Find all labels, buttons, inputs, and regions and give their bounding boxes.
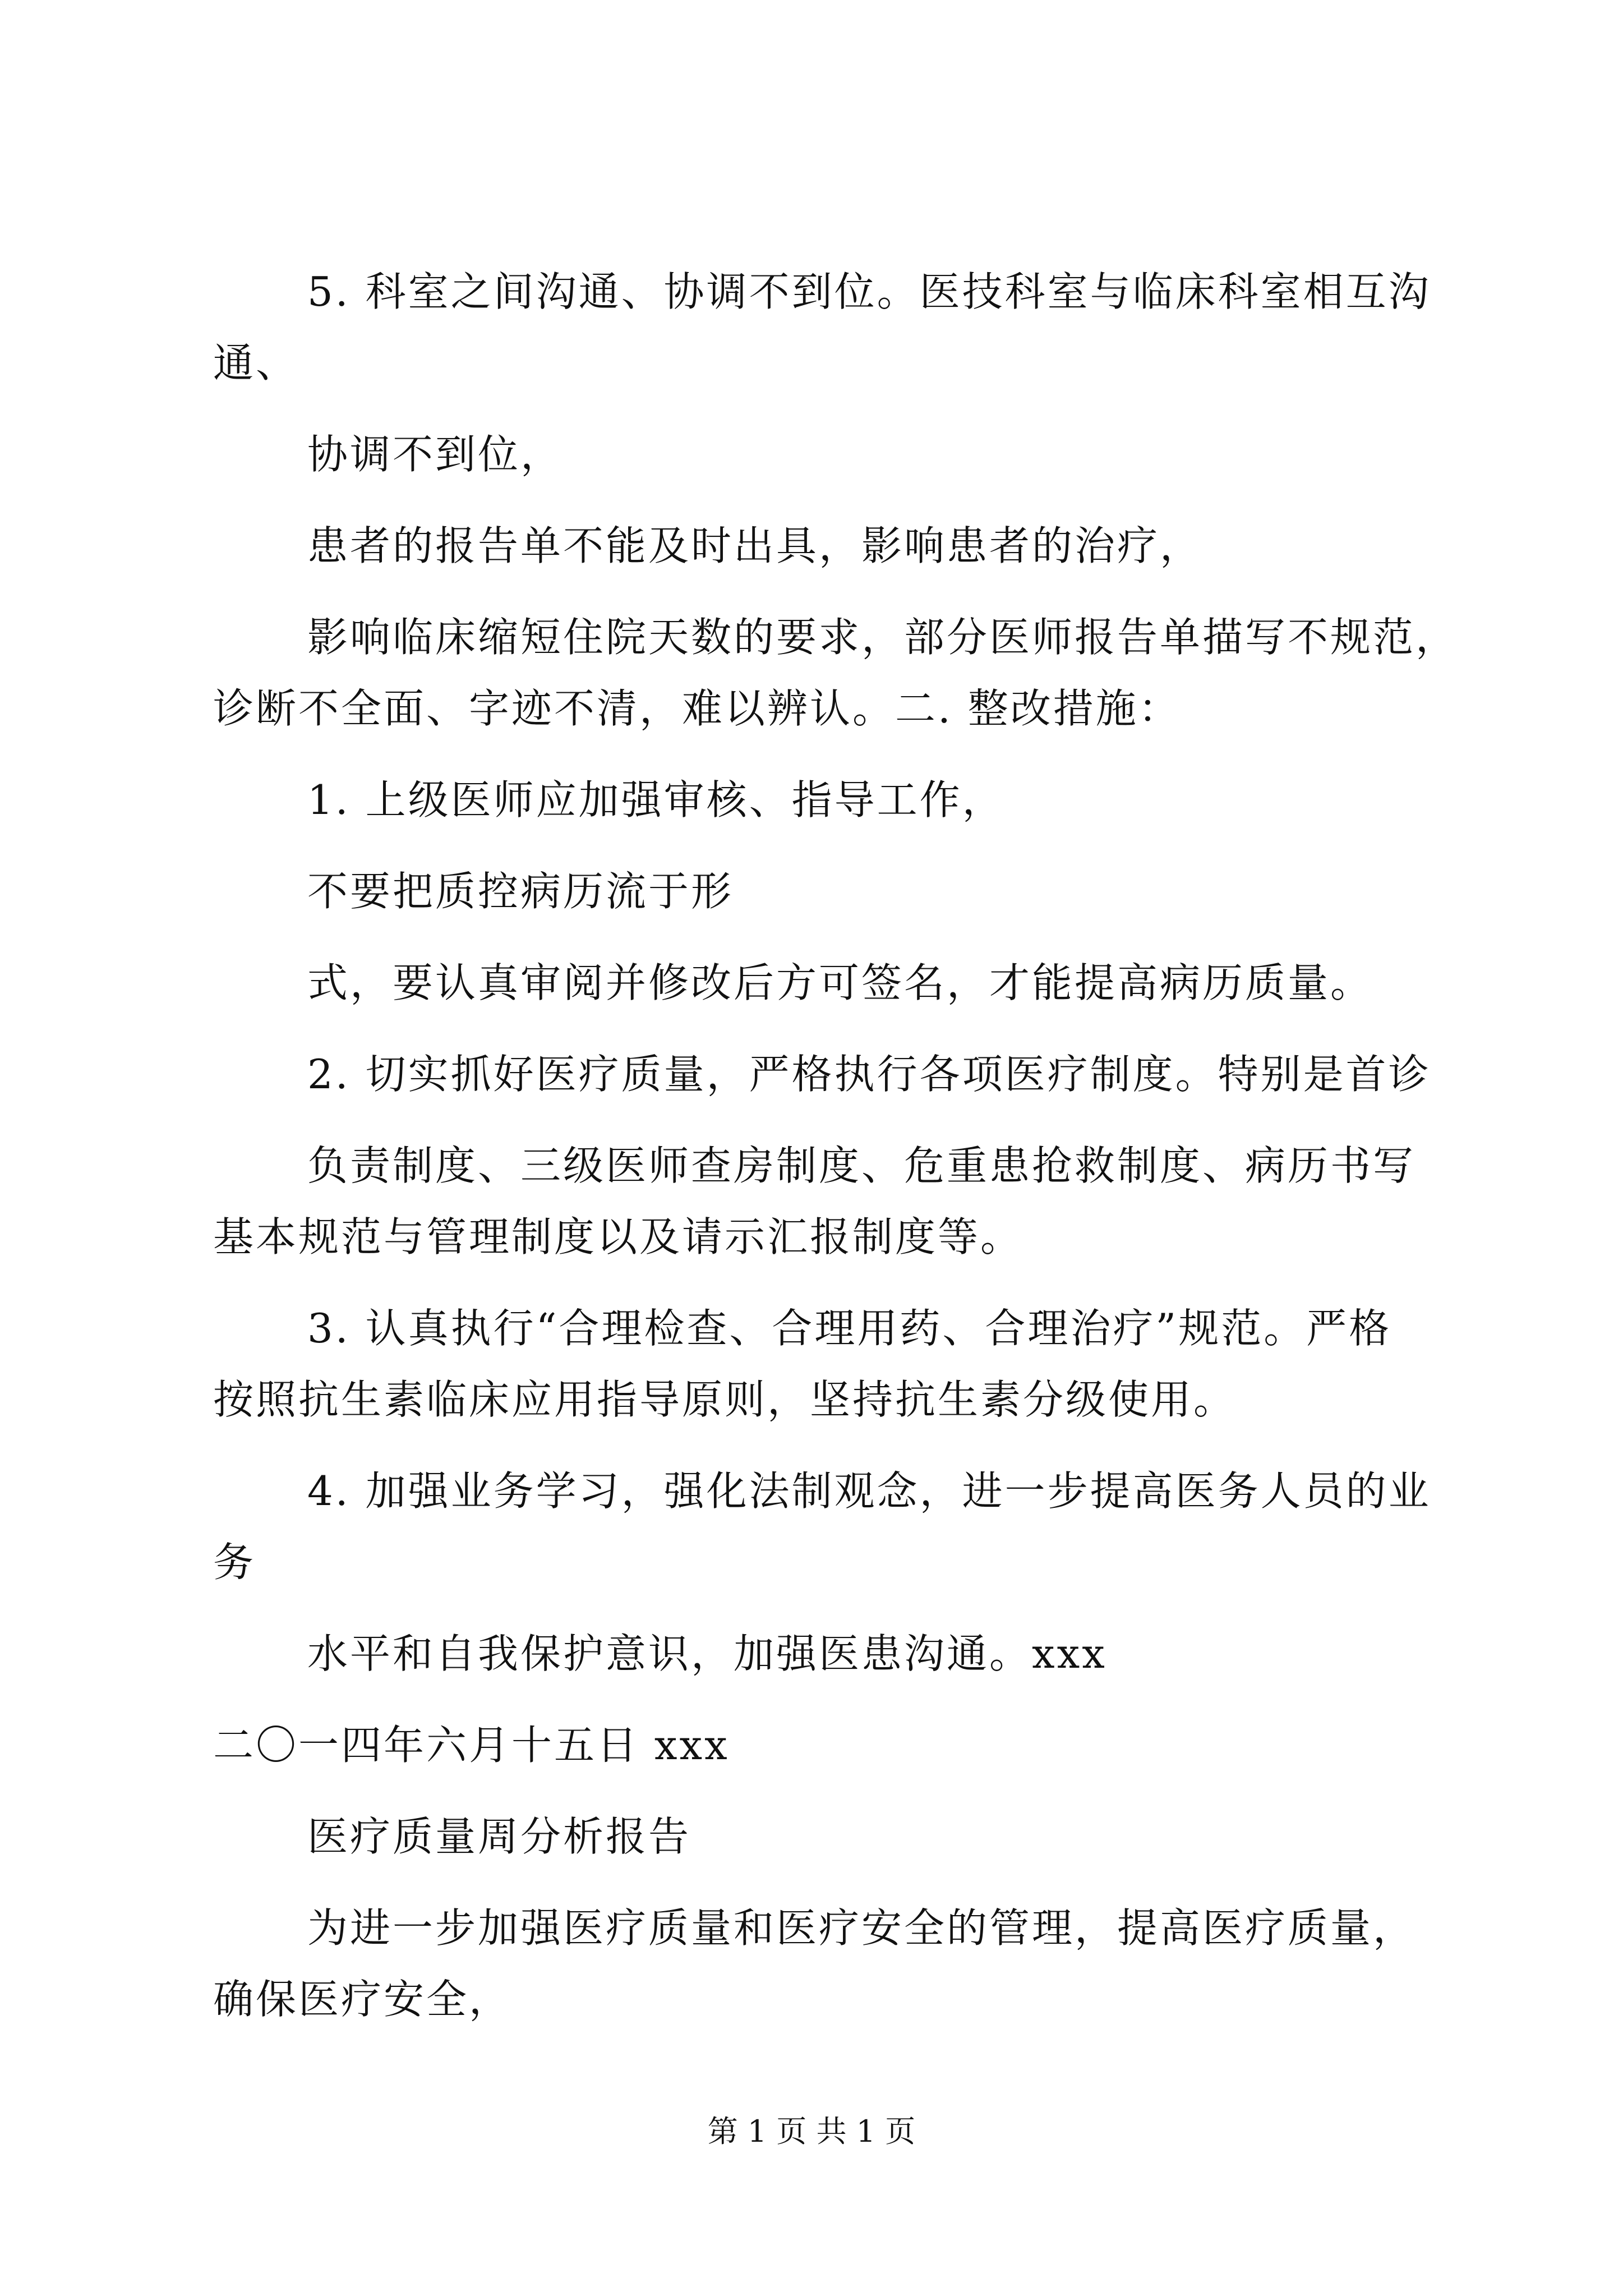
date-line: 二〇一四年六月十五日 xxx [213,1722,730,1769]
text-line: 协调不到位， [307,431,564,478]
text-line: 确保医疗安全， [213,1976,512,2023]
text-line: 式，要认真审阅并修改后方可签名，才能提高病历质量。 [307,959,1373,1006]
text-line: 5. 科室之间沟通、协调不到位。医技科室与临床科室相互沟 [307,268,1431,315]
text-line: 影响临床缩短住院天数的要求，部分医师报告单描写不规范， [307,614,1459,661]
page-number-footer: 第 1 页 共 1 页 [707,2114,916,2149]
text-line: 负责制度、三级医师查房制度、危重患抢救制度、病历书写 [307,1142,1416,1189]
text-line: 2. 切实抓好医疗质量，严格执行各项医疗制度。特别是首诊 [307,1051,1431,1098]
text-line: 1. 上级医师应加强审核、指导工作， [307,776,1005,823]
text-line: 4. 加强业务学习，强化法制观念，进一步提高医务人员的业 [307,1467,1431,1515]
text-line: 患者的报告单不能及时出具，影响患者的治疗， [307,522,1203,569]
section-title: 医疗质量周分析报告 [307,1813,691,1860]
text-line: 水平和自我保护意识，加强医患沟通。xxx [307,1630,1107,1677]
text-line: 通、 [213,339,299,386]
text-line: 按照抗生素临床应用指导原则，坚持抗生素分级使用。 [213,1376,1237,1423]
text-line: 不要把质控病历流于形 [307,868,734,915]
text-line: 基本规范与管理制度以及请示汇报制度等。 [213,1213,1023,1260]
text-line: 诊断不全面、字迹不清，难以辨认。二. 整改措施： [213,685,1181,732]
text-line: 务 [213,1539,256,1586]
text-line: 3. 认真执行“合理检查、合理用药、合理治疗”规范。严格 [307,1305,1392,1352]
text-line: 为进一步加强医疗质量和医疗安全的管理，提高医疗质量， [307,1904,1416,1952]
